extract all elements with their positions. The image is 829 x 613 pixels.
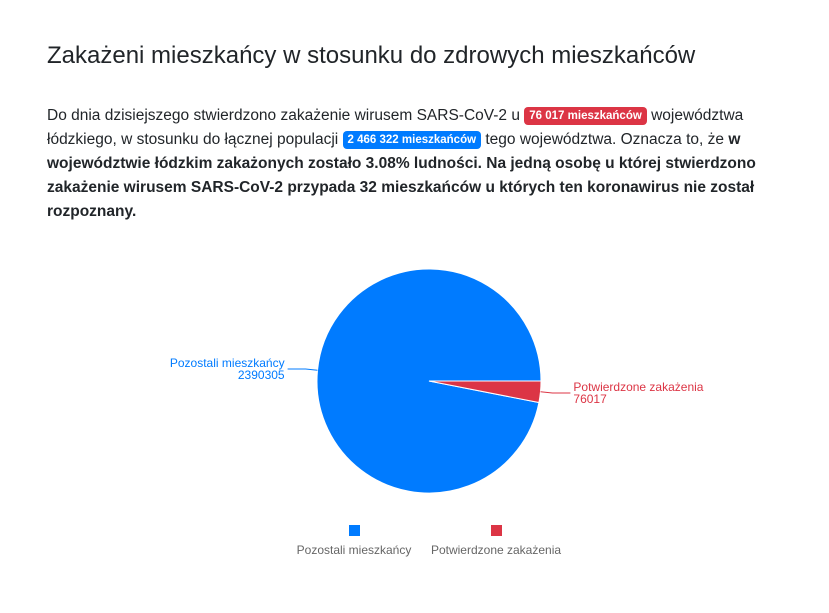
population-badge: 2 466 322 mieszkańców: [343, 131, 482, 149]
legend-swatch-potwierdzone-zakazenia[interactable]: [491, 525, 502, 536]
callout-value-potwierdzone-zakazenia: 76017: [573, 392, 607, 406]
legend-swatch-pozostali-mieszkancy[interactable]: [349, 525, 360, 536]
infected-count-badge: 76 017 mieszkańców: [524, 107, 647, 125]
page-title: Zakażeni mieszkańcy w stosunku do zdrowych mieszkańców: [47, 42, 696, 69]
summary-text-2: województwa łódzkiego, w stosunku do łącznej populacji: [47, 107, 744, 148]
callout-line-potwierdzone-zakazenia: [541, 392, 571, 393]
pie-slices: [317, 269, 541, 493]
callout-label-potwierdzone-zakazenia: Potwierdzone zakażenia: [573, 380, 704, 394]
summary-bold-text: w województwie łódzkim zakażonych zostało 3.08% ludności. Na jedną osobę u której stwierdzono zakażenie wirusem SARS-CoV-2 przypada 32 mieszkańców u których ten koronawirus nie został rozpoznany.: [47, 131, 756, 220]
callout-label-pozostali-mieszkancy: Pozostali mieszkańcy: [169, 356, 285, 370]
chart-legend: [297, 525, 562, 557]
summary-text-1: Do dnia dzisiejszego stwierdzono zakażenie wirusem SARS-CoV-2 u: [47, 107, 525, 124]
legend-label-pozostali-mieszkancy[interactable]: Pozostali mieszkańcy: [296, 543, 412, 557]
summary-text-3: tego województwa. Oznacza to, że: [481, 131, 729, 148]
callout-value-pozostali-mieszkancy: 2390305: [237, 368, 285, 382]
callout-line-pozostali-mieszkancy: [288, 369, 318, 370]
legend-label-potwierdzone-zakazenia[interactable]: Potwierdzone zakażenia: [430, 543, 562, 557]
